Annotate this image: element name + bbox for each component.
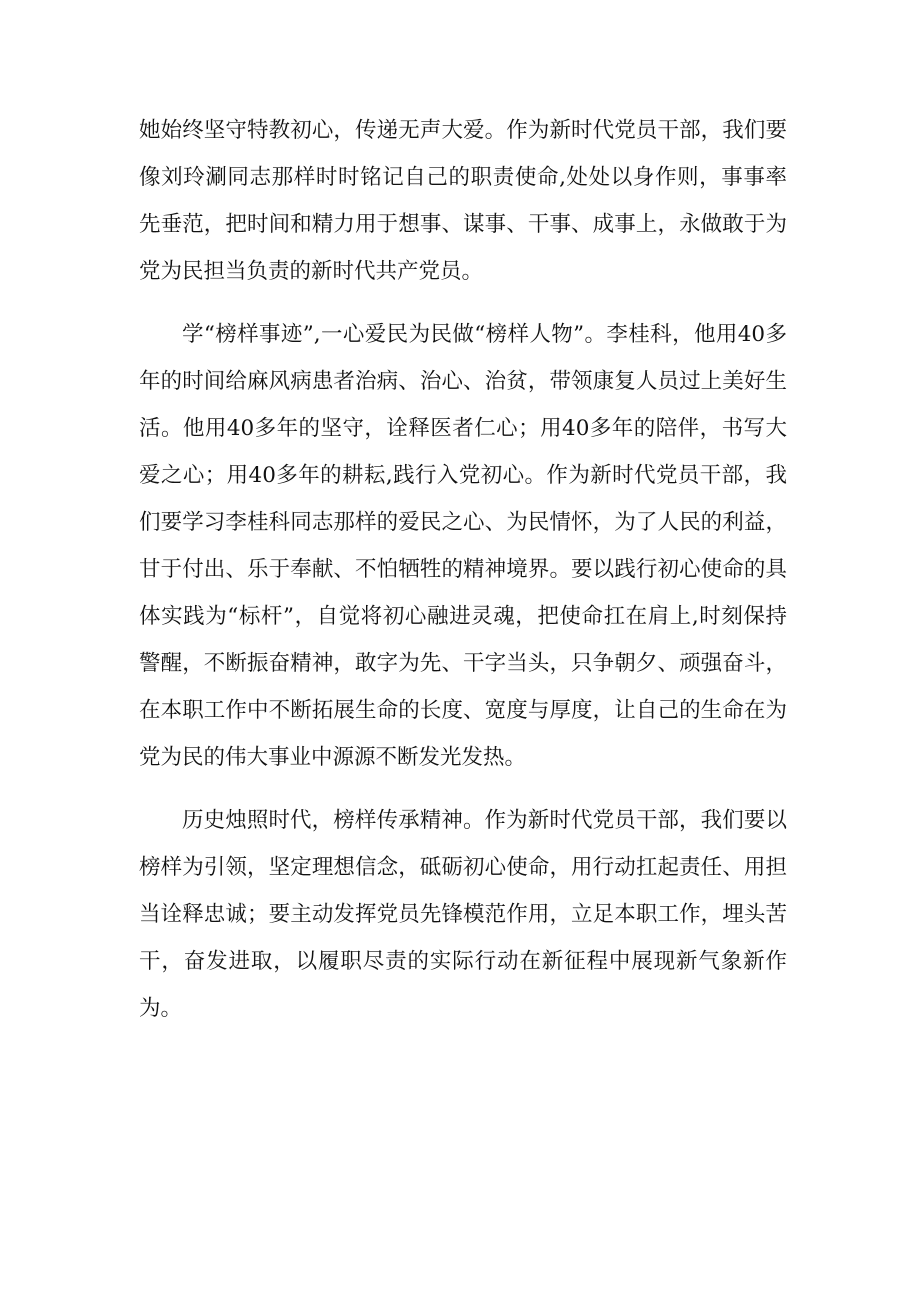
paragraph-1: 她始终坚守特教初心，传递无声大爱。作为新时代党员干部，我们要像刘玲涮同志那样时时铭记自己的职责使命,处处以身作则，事事率先垂范，把时间和精力用于想事、谋事、干事、成事上，永做敢于为党为民担当负责的新时代共产党员。 (139, 118, 787, 284)
paragraph-3: 历史烛照时代，榜样传承精神。作为新时代党员干部，我们要以榜样为引领，坚定理想信念，砥砺初心使命，用行动扛起责任、用担当诠释忠诚；要主动发挥党员先锋模范作用，立足本职工作，埋头苦干，奋发进取，以履职尽责的实际行动在新征程中展现新气象新作为。 (139, 808, 787, 1021)
paragraph-2: 学“榜样事迹”,一心爱民为民做“榜样人物”。李桂科，他用40多年的时间给麻风病患者治病、治心、治贫，带领康复人员过上美好生活。他用40多年的坚守，诠释医者仁心；用40多年的陪伴，书写大爱之心；用40多年的耕耘,践行入党初心。作为新时代党员干部，我们要学习李桂科同志那样的爱民之心、为民情怀，为了人民的利益，甘于付出、乐于奉献、不怕牺牲的精神境界。要以践行初心使命的具体实践为“标杆”，自觉将初心融进灵魂，把使命扛在肩上,时刻保持警醒，不断振奋精神，敢字为先、干字当头，只争朝夕、顽强奋斗，在本职工作中不断拓展生命的长度、宽度与厚度，让自己的生命在为党为民的伟大事业中源源不断发光发热。 (139, 322, 787, 770)
document-body (139, 107, 787, 1032)
